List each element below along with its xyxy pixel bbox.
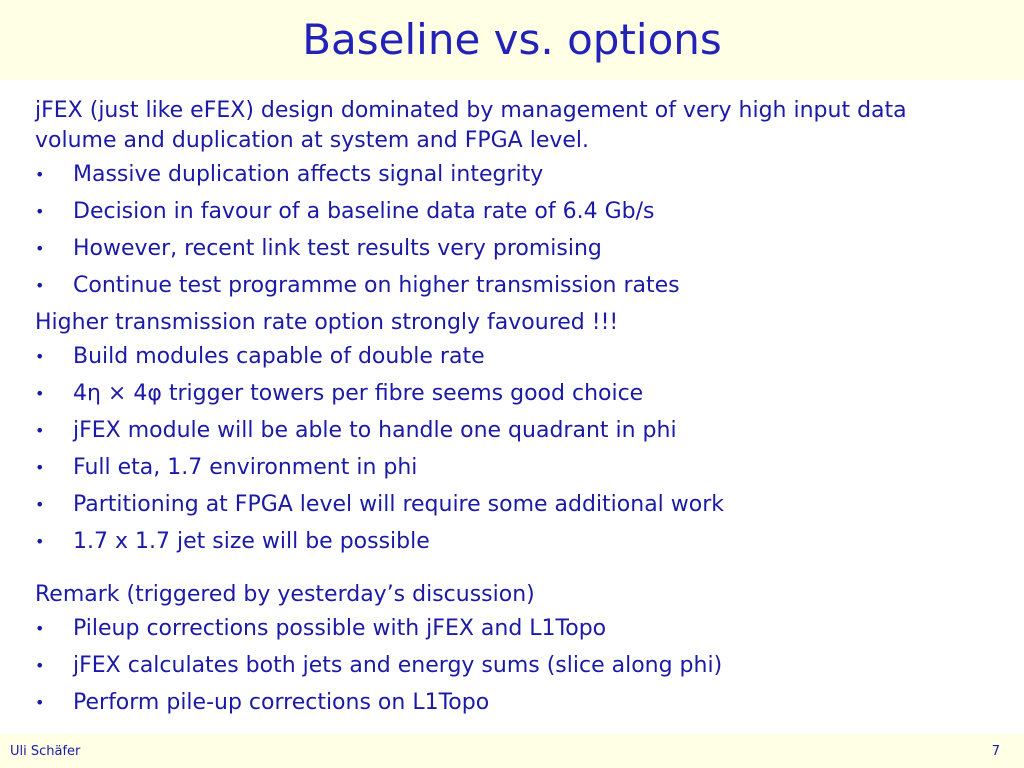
bullet-dot: • — [35, 458, 45, 477]
bullet-text: Pileup corrections possible with jFEX and L1Topo — [73, 616, 607, 641]
bullet-dot: • — [35, 347, 45, 366]
bullet-text: However, recent link test results very promising — [73, 236, 602, 261]
bullet-dot: • — [35, 276, 45, 295]
page-number: 7 — [991, 744, 1000, 759]
bullet-dot: • — [35, 693, 45, 712]
bullet-text: jFEX module will be able to handle one quadrant in phi — [73, 418, 677, 443]
slide-title: Baseline vs. options — [302, 15, 722, 64]
content-block — [35, 308, 995, 556]
bullet-text: Massive duplication affects signal integrity — [73, 162, 544, 187]
block-intro: Higher transmission rate option strongly favoured !!! — [35, 310, 619, 335]
bullet-item — [35, 234, 995, 263]
bullet-item — [35, 688, 995, 717]
bullet-item — [35, 342, 995, 371]
bullet-text: 1.7 x 1.7 jet size will be possible — [73, 529, 430, 554]
bullet-text: Continue test programme on higher transmission rates — [73, 273, 680, 298]
bullet-item — [35, 651, 995, 680]
block-intro: Remark (triggered by yesterday’s discussion) — [35, 582, 535, 607]
content-block — [35, 580, 995, 717]
bullet-item — [35, 160, 995, 189]
bullet-item — [35, 379, 995, 408]
footer-author: Uli Schäfer — [10, 744, 81, 759]
slide-body — [35, 96, 995, 725]
bullet-item — [35, 271, 995, 300]
bullet-dot: • — [35, 202, 45, 221]
bullet-text: Full eta, 1.7 environment in phi — [73, 455, 418, 480]
bullet-text: 4η × 4φ trigger towers per fibre seems good choice — [73, 381, 644, 406]
footer-band — [0, 734, 1024, 768]
bullet-text: Build modules capable of double rate — [73, 344, 485, 369]
bullet-text: jFEX calculates both jets and energy sums (slice along phi) — [73, 653, 723, 678]
bullet-dot: • — [35, 239, 45, 258]
bullet-text: Partitioning at FPGA level will require some additional work — [73, 492, 725, 517]
bullet-item — [35, 197, 995, 226]
bullet-dot: • — [35, 495, 45, 514]
content-block — [35, 96, 995, 300]
bullet-item — [35, 416, 995, 445]
bullet-dot: • — [35, 421, 45, 440]
bullet-text: Decision in favour of a baseline data rate of 6.4 Gb/s — [73, 199, 655, 224]
bullet-dot: • — [35, 165, 45, 184]
bullet-item — [35, 614, 995, 643]
bullet-text: Perform pile-up corrections on L1Topo — [73, 690, 490, 715]
bullet-dot: • — [35, 384, 45, 403]
bullet-item — [35, 527, 995, 556]
bullet-dot: • — [35, 619, 45, 638]
bullet-item — [35, 453, 995, 482]
bullet-item — [35, 490, 995, 519]
bullet-dot: • — [35, 656, 45, 675]
block-spacer — [35, 564, 995, 580]
bullet-dot: • — [35, 532, 45, 551]
block-intro: jFEX (just like eFEX) design dominated by management of very high input data volume and duplication at system and FPGA level. — [35, 98, 907, 153]
